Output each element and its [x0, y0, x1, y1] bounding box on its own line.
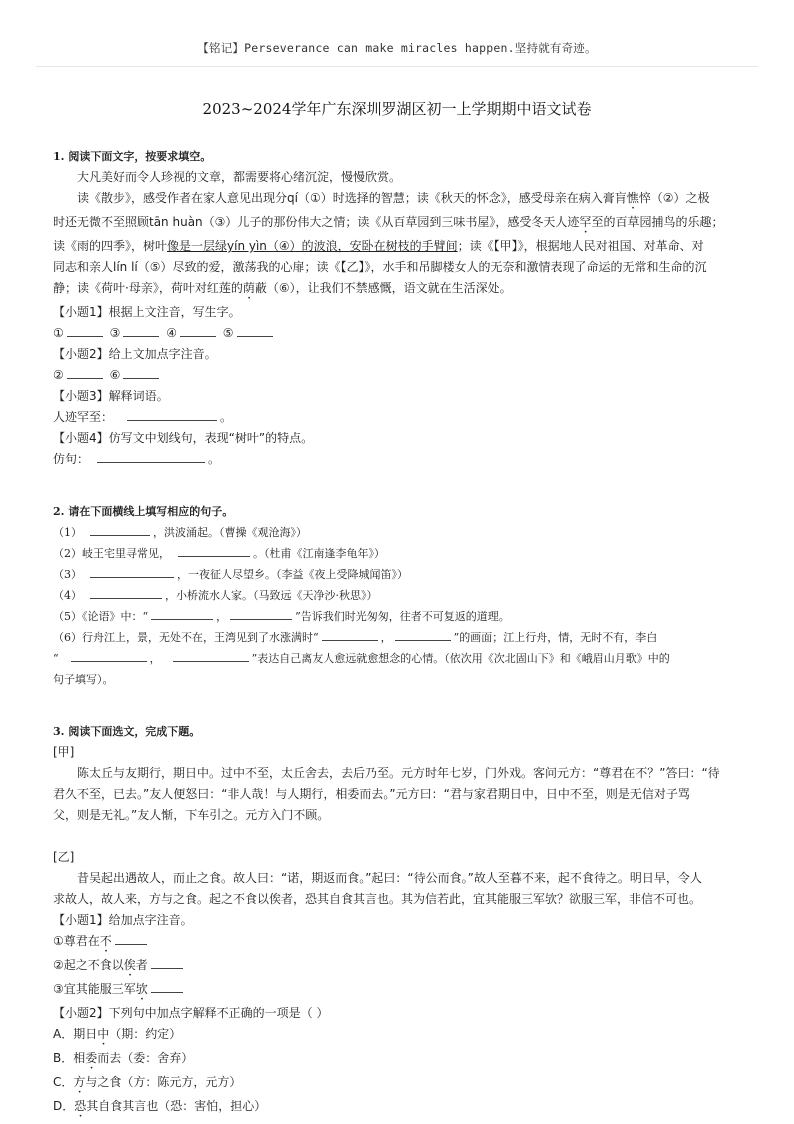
q1-subquestion-3: 【小题3】解释词语。 [53, 389, 169, 403]
answer-blank[interactable] [180, 324, 216, 337]
q1-paragraph-2-line-1: 读《散步》，感受作者在家人意见出现分qí（①）时选择的智慧；读《秋天的怀念》，感受母亲在病入膏肓憔悴（②）之极 [77, 191, 710, 205]
answer-blank[interactable] [90, 523, 150, 536]
question-1-heading: 1. 阅读下面文字，按要求填空。 [53, 150, 212, 163]
q2-item-6-line-3: 句子填写）。 [53, 673, 114, 686]
passage-jia-line-3: 父，则是无礼。”友人惭，下车引之。元方入门不顾。 [53, 808, 330, 822]
answer-blank[interactable] [173, 649, 249, 662]
q3-sub1-item-2: ②起之不食以俟者 [53, 955, 743, 979]
answer-blank[interactable] [322, 628, 378, 641]
answer-blank[interactable] [71, 649, 147, 662]
q3-option-b: B．相委而去（委：舍弃） [53, 1051, 194, 1065]
q3-option-a: A．期日中（期：约定） [53, 1027, 182, 1041]
q1-paragraph-2-line-3: 读《雨的四季》，树叶像是一层绿yín yìn（④）的波浪，安卧在树枝的手臂间；读《【甲】》，根据地人民对祖国、对革命、对 [53, 239, 704, 253]
q1-paragraph-1: 大凡美好而令人珍视的文章，都需要将心绪沉淀，慢慢欣赏。 [77, 170, 402, 184]
document-body [53, 146, 743, 1120]
q3-option-d: D．恐其自食其言也（恐：害怕，担心） [53, 1099, 267, 1113]
answer-blank[interactable] [115, 932, 147, 945]
q2-item-3: （3） ，一夜征人尽望乡。（李益《夜上受降城闻笛》） [53, 564, 743, 585]
question-3-heading: 3. 阅读下面选文，完成下题。 [53, 725, 201, 738]
q1-subquestion-2: 【小题2】给上文加点字注音。 [53, 347, 217, 361]
q1-sub4-answer: 仿句： 。 [53, 452, 221, 466]
answer-blank[interactable] [151, 607, 213, 620]
q2-item-6-line-1: （6）行舟江上，景，无处不在，王湾见到了水涨满时“ ， ”的画面；江上行舟，情，无时不有，李白 [53, 627, 743, 648]
q3-subquestion-1: 【小题1】给加点字注音。 [53, 913, 193, 927]
q2-item-4: （4） ，小桥流水人家。（马致远《天净沙·秋思》） [53, 585, 743, 606]
answer-blank[interactable] [237, 324, 273, 337]
q1-sub3-answer: 人迹罕至： 。 [53, 410, 233, 424]
q3-sub1-item-3: ③宜其能服三军欤 [53, 979, 743, 1003]
q2-item-2: （2）岐王宅里寻常见， 。（杜甫《江南逢李龟年》） [53, 543, 743, 564]
motto-header: 【铭记】Perseverance can make miracles happen.坚持就有奇迹。 [197, 41, 597, 55]
passage-yi-line-2: 求故人，故人来，方与之食。起之不食以俟者，恐其自食其言也。其为信若此，宜其能服三军欤？欲服三军，非信不可也。 [53, 892, 702, 906]
q1-sub2-answers: ② ⑥ [53, 365, 743, 386]
q2-item-6-line-2: “ ， ”表达自己离友人愈远就愈想念的心情。（依次用《次北固山下》和《峨眉山月歌》中的 [53, 648, 743, 669]
passage-yi-line-1: 昔吴起出遇故人，而止之食。故人曰：“诺，期返而食。”起曰：“待公而食。”故人至暮不来，起不食待之。明日早，令人 [77, 871, 702, 885]
answer-blank[interactable] [90, 586, 162, 599]
answer-blank[interactable] [178, 544, 250, 557]
q3-option-c: C．方与之食（方：陈元方，元方） [53, 1075, 242, 1089]
answer-blank[interactable] [97, 450, 205, 463]
answer-blank[interactable] [151, 956, 183, 969]
answer-blank[interactable] [67, 366, 103, 379]
passage-jia-label: [甲] [53, 745, 75, 759]
q2-item-5: （5）《论语》中：“ ， ”告诉我们时光匆匆，往者不可复返的道理。 [53, 606, 743, 627]
underlined-sentence: 像是一层绿yín yìn（④）的波浪，安卧在树枝的手臂间 [167, 239, 458, 253]
question-2-heading: 2. 请在下面横线上填写相应的句子。 [53, 505, 234, 518]
q3-sub1-item-1: ①尊君在不 [53, 931, 743, 955]
answer-blank[interactable] [127, 408, 217, 421]
q2-item-1: （1） ，洪波涌起。（曹操《观沧海》） [53, 522, 743, 543]
header-divider [36, 66, 758, 67]
passage-yi-label: [乙] [53, 850, 75, 864]
answer-blank[interactable] [123, 366, 159, 379]
q1-paragraph-2-line-5: 静；读《荷叶·母亲》，荷叶对红莲的荫蔽（⑥），让我们不禁感慨，语文就在生活深处。 [53, 281, 512, 295]
q3-subquestion-2: 【小题2】下列句中加点字解释不正确的一项是（ ） [53, 1006, 329, 1020]
q1-subquestion-1: 【小题1】根据上文注音，写生字。 [53, 305, 241, 319]
q1-sub1-answers: ① ③ ④ ⑤ [53, 323, 743, 344]
answer-blank[interactable] [230, 607, 292, 620]
q1-paragraph-2-line-2: 时还无微不至照顾tān huàn（③）儿子的那份伟大之情；读《从百草园到三味书屋》，感受冬天人迹罕至的百草园捕鸟的乐趣； [53, 215, 724, 229]
passage-jia-line-2: 君久不至，已去。”友人便怒曰：“非人哉！与人期行，相委而去。”元方曰：“君与家君期日中，日中不至，则是无信对子骂 [53, 787, 690, 801]
q1-paragraph-2-line-4: 同志和亲人lín lí（⑤）尽致的爱，激荡我的心扉；读《【乙】》，水手和吊脚楼女人的无奈和激情表现了命运的无常和生命的沉 [53, 260, 707, 274]
answer-blank[interactable] [151, 980, 183, 993]
answer-blank[interactable] [90, 565, 174, 578]
answer-blank[interactable] [67, 324, 103, 337]
answer-blank[interactable] [395, 628, 451, 641]
passage-jia-line-1: 陈太丘与友期行，期日中。过中不至，太丘舍去，去后乃至。元方时年七岁，门外戏。客问元方：“尊君在不？”答曰：“待 [77, 766, 720, 780]
q1-subquestion-4: 【小题4】仿写文中划线句，表现“树叶”的特点。 [53, 431, 314, 445]
page-title: 2023~2024学年广东深圳罗湖区初一上学期期中语文试卷 [202, 100, 592, 118]
answer-blank[interactable] [123, 324, 159, 337]
